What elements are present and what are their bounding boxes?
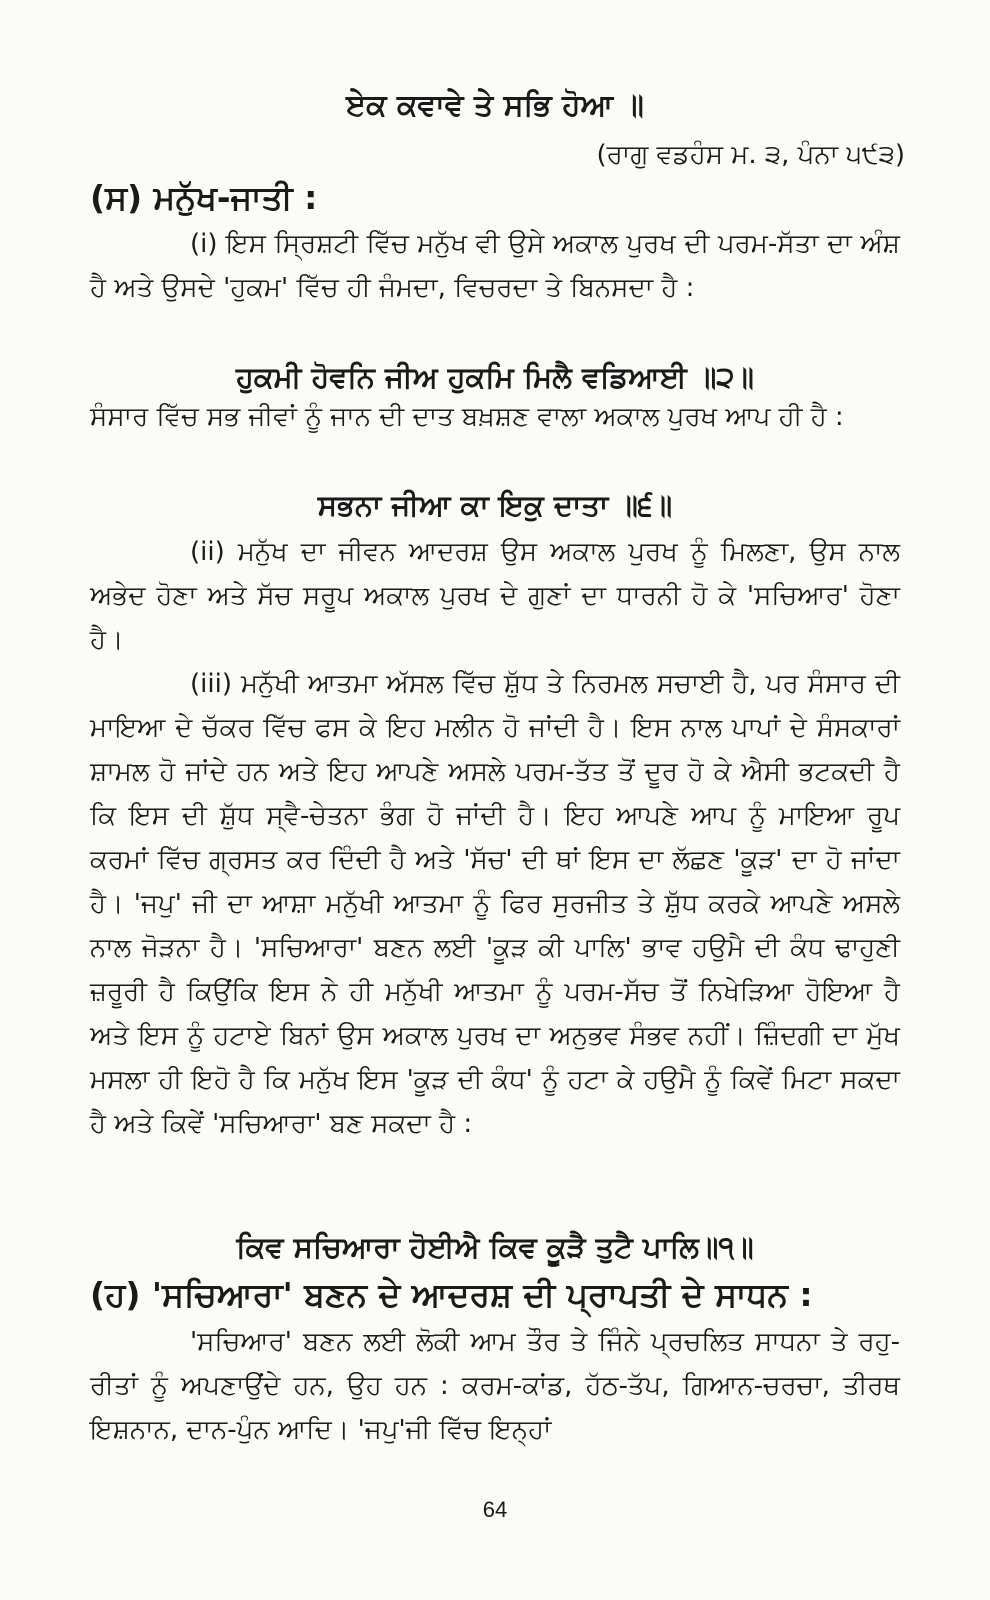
paragraph-sansar: ਸੰਸਾਰ ਵਿੱਚ ਸਭ ਜੀਵਾਂ ਨੂੰ ਜਾਨ ਦੀ ਦਾਤ ਬਖ਼ਸ਼ਣ ਵਾਲਾ ਅਕਾਲ ਪੁਰਖ ਆਪ ਹੀ ਹੈ : [90,402,844,432]
section-s-heading: (ਸ) ਮਨੁੱਖ-ਜਾਤੀ : [90,178,318,217]
verse-sabhna: ਸਭਨਾ ਜੀਆ ਕਾ ਇਕੁ ਦਾਤਾ ॥੬॥ [317,488,673,522]
verse-kiv-sachiara: ਕਿਵ ਸਚਿਆਰਾ ਹੋਈਐ ਕਿਵ ਕੂੜੈ ਤੁਟੈ ਪਾਲਿ॥੧॥ [236,1230,754,1264]
page-number: 64 [482,1497,508,1522]
section-h-heading: (ਹ) 'ਸਚਿਆਰਾ' ਬਣਨ ਦੇ ਆਦਰਸ਼ ਦੀ ਪ੍ਰਾਪਤੀ ਦੇ ਸਾਧਨ : [90,1275,813,1314]
verse-hukmi: ਹੁਕਮੀ ਹੋਵਨਿ ਜੀਅ ਹੁਕਮਿ ਮਿਲੈ ਵਡਿਆਈ ॥੨॥ [236,360,754,394]
paragraph-i: (i) ਇਸ ਸ੍ਰਿਸ਼ਟੀ ਵਿੱਚ ਮਨੁੱਖ ਵੀ ਉਸੇ ਅਕਾਲ ਪੁਰਖ ਦੀ ਪਰਮ-ਸੱਤਾ ਦਾ ਅੰਸ਼ ਹੈ ਅਤੇ ਉਸਦੇ 'ਹੁਕਮ' ਵਿੱਚ ਹੀ ਜੰਮਦਾ, ਵਿਚਰਦਾ ਤੇ ਬਿਨਸਦਾ ਹੈ : [90,229,900,303]
paragraph-iii: (iii) ਮਨੁੱਖੀ ਆਤਮਾ ਅੱਸਲ ਵਿੱਚ ਸ਼ੁੱਧ ਤੇ ਨਿਰਮਲ ਸਚਾਈ ਹੈ, ਪਰ ਸੰਸਾਰ ਦੀ ਮਾਇਆ ਦੇ ਚੱਕਰ ਵਿੱਚ ਫਸ ਕੇ ਇਹ ਮਲੀਨ ਹੋ ਜਾਂਦੀ ਹੈ। ਇਸ ਨਾਲ ਪਾਪਾਂ ਦੇ ਸੰਸਕਾਰਾਂ ਸ਼ਾਮਲ ਹੋ ਜਾਂਦੇ ਹਨ ਅਤੇ ਇਹ ਆਪਣੇ ਅਸਲੇ ਪਰਮ-ਤੱਤ ਤੋਂ ਦੂਰ ਹੋ ਕੇ ਐਸੀ ਭਟਕਦੀ ਹੈ ਕਿ ਇਸ ਦੀ ਸ਼ੁੱਧ ਸ੍ਵੈ-ਚੇਤਨਾ ਭੰਗ ਹੋ ਜਾਂਦੀ ਹੈ। ਇਹ ਆਪਣੇ ਆਪ ਨੂੰ ਮਾਇਆ ਰੂਪ ਕਰਮਾਂ ਵਿੱਚ ਗ੍ਰਸਤ ਕਰ ਦਿੰਦੀ ਹੈ ਅਤੇ 'ਸੱਚ' ਦੀ ਥਾਂ ਇਸ ਦਾ ਲੱਛਣ 'ਕੂੜ' ਦਾ ਹੋ ਜਾਂਦਾ ਹੈ। 'ਜਪੁ' ਜੀ ਦਾ ਆਸ਼ਾ ਮਨੁੱਖੀ ਆਤਮਾ ਨੂੰ ਫਿਰ ਸੁਰਜੀਤ ਤੇ ਸ਼ੁੱਧ ਕਰਕੇ ਆਪਣੇ ਅਸਲੇ ਨਾਲ ਜੋੜਨਾ ਹੈ। 'ਸਚਿਆਰਾ' ਬਣਨ ਲਈ 'ਕੂੜ ਕੀ ਪਾਲਿ' ਭਾਵ ਹਉਮੈ ਦੀ ਕੰਧ ਢਾਹੁਣੀ ਜ਼ਰੂਰੀ ਹੈ ਕਿਉਂਕਿ ਇਸ ਨੇ ਹੀ ਮਨੁੱਖੀ ਆਤਮਾ ਨੂੰ ਪਰਮ-ਸੱਚ ਤੋਂ ਨਿਖੇੜਿਆ ਹੋਇਆ ਹੈ ਅਤੇ ਇਸ ਨੂੰ ਹਟਾਏ ਬਿਨਾਂ ਉਸ ਅਕਾਲ ਪੁਰਖ ਦਾ ਅਨੁਭਵ ਸੰਭਵ ਨਹੀਂ। ਜ਼ਿੰਦਗੀ ਦਾ ਮੁੱਖ ਮਸਲਾ ਹੀ ਇਹੋ ਹੈ ਕਿ ਮਨੁੱਖ ਇਸ 'ਕੂੜ ਦੀ ਕੰਧ' ਨੂੰ ਹਟਾ ਕੇ ਹਉਮੈ ਨੂੰ ਕਿਵੇਂ ਮਿਟਾ ਸਕਦਾ ਹੈ ਅਤੇ ਕਿਵੇਂ 'ਸਚਿਆਰਾ' ਬਣ ਸਕਦਾ ਹੈ : [90,669,900,1139]
scripture-reference: (ਰਾਗੁ ਵਡਹੰਸ ਮ. ੩, ਪੰਨਾ ੫੯੩) [596,140,905,170]
paragraph-ii: (ii) ਮਨੁੱਖ ਦਾ ਜੀਵਨ ਆਦਰਸ਼ ਉਸ ਅਕਾਲ ਪੁਰਖ ਨੂੰ ਮਿਲਣਾ, ਉਸ ਨਾਲ ਅਭੇਦ ਹੋਣਾ ਅਤੇ ਸੱਚ ਸਰੂਪ ਅਕਾਲ ਪੁਰਖ ਦੇ ਗੁਣਾਂ ਦਾ ਧਾਰਨੀ ਹੋ ਕੇ 'ਸਚਿਆਰ' ਹੋਣਾ ਹੈ। [90,537,900,655]
paragraph-last: 'ਸਚਿਆਰ' ਬਣਨ ਲਈ ਲੋਕੀ ਆਮ ਤੌਰ ਤੇ ਜਿੰਨੇ ਪ੍ਰਚਲਿਤ ਸਾਧਨਾ ਤੇ ਰਹੁ-ਰੀਤਾਂ ਨੂੰ ਅਪਣਾਉਂਦੇ ਹਨ, ਉਹ ਹਨ : ਕਰਮ-ਕਾਂਡ, ਹੱਠ-ਤੱਪ, ਗਿਆਨ-ਚਰਚਾ, ਤੀਰਥ ਇਸ਼ਨਾਨ, ਦਾਨ-ਪੁੰਨ ਆਦਿ। 'ਜਪੁ'ਜੀ ਵਿੱਚ ਇਨ੍ਹਾਂ [90,1327,900,1445]
verse-ek-kavave: ਏਕ ਕਵਾਵੇ ਤੇ ਸਭਿ ਹੋਆ ॥ [346,88,644,123]
